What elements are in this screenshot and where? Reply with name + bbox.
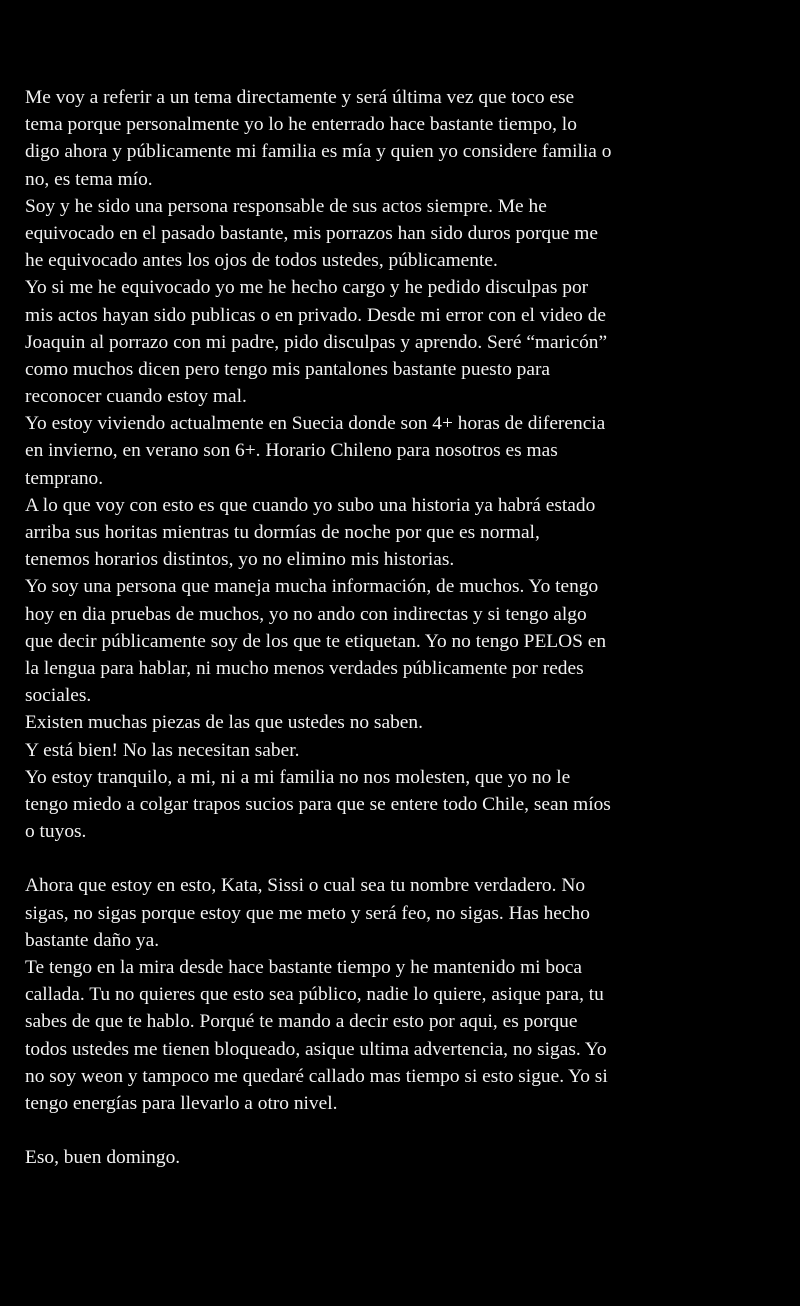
closing-line: Eso, buen domingo. bbox=[25, 1147, 181, 1169]
paragraph-gap bbox=[25, 1117, 785, 1144]
text-line: la lengua para hablar, ni mucho menos verdades públicamente por redes bbox=[25, 657, 584, 679]
text-line: hoy en dia pruebas de muchos, yo no ando con indirectas y si tengo algo bbox=[25, 603, 587, 625]
text-line: Joaquin al porrazo con mi padre, pido disculpas y aprendo. Seré “maricón” bbox=[25, 331, 608, 353]
text-line: arriba sus horitas mientras tu dormías de noche por que es normal, bbox=[25, 522, 540, 543]
text-line: he equivocado antes los ojos de todos ustedes, públicamente. bbox=[25, 250, 498, 272]
text-line: digo ahora y públicamente mi familia es mía y quien yo considere familia o bbox=[25, 141, 612, 163]
text-line: como muchos dicen pero tengo mis pantalones bastante puesto para bbox=[25, 358, 551, 380]
text-line: sociales. bbox=[25, 685, 92, 707]
text-line: Yo si me he equivocado yo me he hecho cargo y he pedido disculpas por bbox=[25, 277, 589, 299]
text-line: equivocado en el pasado bastante, mis porrazos han sido duros porque me bbox=[25, 222, 598, 244]
text-line: tema porque personalmente yo lo he enterrado hace bastante tiempo, lo bbox=[25, 114, 577, 136]
text-line: o tuyos. bbox=[25, 821, 87, 843]
text-line: bastante daño ya. bbox=[25, 929, 160, 951]
text-line: reconocer cuando estoy mal. bbox=[25, 386, 247, 408]
text-line: Te tengo en la mira desde hace bastante tiempo y he mantenido mi boca bbox=[25, 957, 582, 978]
text-line: todos ustedes me tienen bloqueado, asique ultima advertencia, no sigas. Yo bbox=[25, 1038, 607, 1060]
text-line: Yo estoy viviendo actualmente en Suecia donde son 4+ horas de diferencia bbox=[25, 413, 606, 435]
text-line: tenemos horarios distintos, yo no elimino mis historias. bbox=[25, 549, 455, 571]
story-text bbox=[25, 84, 785, 1172]
text-line: sabes de que te hablo. Porqué te mando a decir esto por aqui, es porque bbox=[25, 1011, 578, 1033]
paragraph-block-3 bbox=[25, 1144, 785, 1171]
text-line: sigas, no sigas porque estoy que me meto y será feo, no sigas. Has hecho bbox=[25, 902, 590, 924]
text-line: Yo estoy tranquilo, a mi, ni a mi familia no nos molesten, que yo no le bbox=[25, 766, 571, 788]
text-line: Me voy a referir a un tema directamente y será última vez que toco ese bbox=[25, 87, 575, 108]
text-line: Existen muchas piezas de las que ustedes no saben. bbox=[25, 712, 423, 734]
text-line: tengo miedo a colgar trapos sucios para que se entere todo Chile, sean míos bbox=[25, 793, 611, 815]
text-line: temprano. bbox=[25, 467, 104, 489]
text-line: no, es tema mío. bbox=[25, 168, 153, 190]
text-line: Yo soy una persona que maneja mucha información, de muchos. Yo tengo bbox=[25, 576, 599, 598]
text-line: callada. Tu no quieres que esto sea público, nadie lo quiere, asique para, tu bbox=[25, 984, 604, 1006]
paragraph-gap bbox=[25, 845, 785, 872]
text-line: A lo que voy con esto es que cuando yo subo una historia ya habrá estado bbox=[25, 494, 596, 516]
text-line: en invierno, en verano son 6+. Horario Chileno para nosotros es mas bbox=[25, 440, 558, 462]
paragraph-block-1 bbox=[25, 84, 785, 845]
text-line: tengo energías para llevarlo a otro nivel. bbox=[25, 1092, 338, 1114]
text-line: Y está bien! No las necesitan saber. bbox=[25, 739, 300, 761]
text-line: no soy weon y tampoco me quedaré callado mas tiempo si esto sigue. Yo si bbox=[25, 1065, 608, 1087]
text-line: mis actos hayan sido publicas o en privado. Desde mi error con el video de bbox=[25, 304, 607, 326]
text-line: Ahora que estoy en esto, Kata, Sissi o cual sea tu nombre verdadero. No bbox=[25, 875, 586, 897]
paragraph-block-2 bbox=[25, 872, 785, 1117]
text-line: Soy y he sido una persona responsable de sus actos siempre. Me he bbox=[25, 195, 547, 217]
text-line: que decir públicamente soy de los que te etiquetan. Yo no tengo PELOS en bbox=[25, 630, 607, 652]
